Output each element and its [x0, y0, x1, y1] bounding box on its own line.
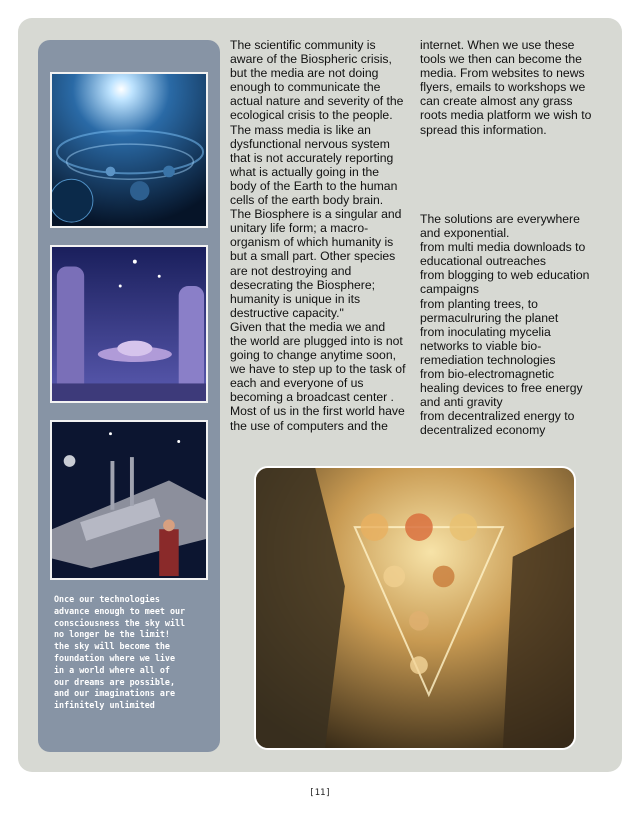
article-column-2-top: internet. When we use these tools we then can become the media. From websites to news flyers, emails to workshops we can create almost any grass roots media platform we wish to spread this information. [420, 38, 592, 137]
page-number: [11] [309, 788, 331, 798]
article-column-2-bottom: The solutions are everywhere and exponential. from multi media downloads to educational outreaches from blogging to web education campaigns from planting trees, to permaculruring the planet from inoculating mycelia networks to viable bio- remediation technologies from bio-electromagnetic healing devices to free energy and anti gravity from decentralized energy to decentralized economy [420, 212, 590, 438]
sidebar-caption: Once our technologies advance enough to meet our consciousness the sky will no longer be the limit! the sky will become the foundation where we live in a world where all of our dreams are possible, and our imaginations are infinitely unlimited [54, 594, 186, 711]
feature-image [254, 466, 576, 750]
galaxy-image [50, 72, 208, 228]
article-column-1: The scientific community is aware of the Biospheric crisis, but the media are not doing enough to communicate the actual nature and severity of the ecological crisis to the people. The mass media is like an dysfunctional nervous system that is not accurately reporting what is actually going in the body of the Earth to the human cells of the earth body brain. The Biosphere is a singular and unitary life form; a macro- organism of which humanity is but a small part. Other species are not destroying and desecrating the Biosphere; humanity is unique in its destructive capacity." Given that the media we and the world are plugged into is not going to change anytime soon, we have to step up to the task of each and everyone of us becoming a broadcast center . Most of us in the first world have the use of computers and the [230, 38, 406, 433]
futuristic-city-image [50, 245, 208, 403]
space-station-image [50, 420, 208, 580]
